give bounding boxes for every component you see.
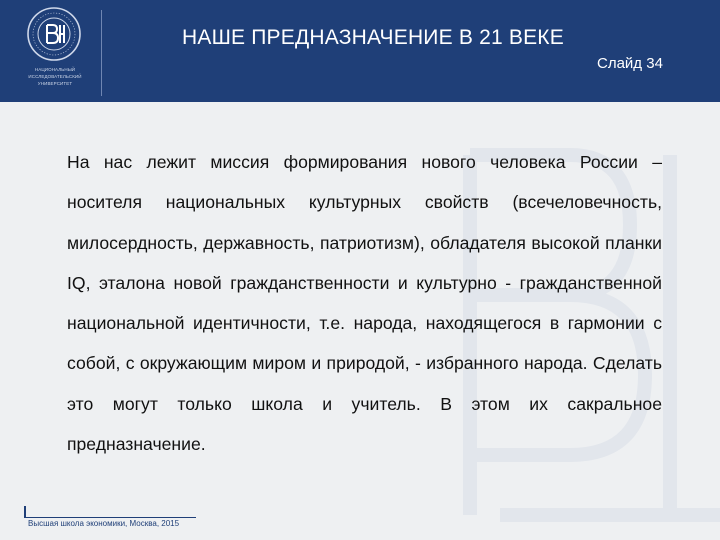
header-bar [0, 0, 720, 102]
footer-line [24, 517, 196, 518]
logo-caption-line2: УНИВЕРСИТЕТ [37, 81, 73, 86]
logo-caption-line1: НАЦИОНАЛЬНЫЙ ИССЛЕДОВАТЕЛЬСКИЙ [28, 67, 82, 79]
hse-emblem-icon [26, 6, 82, 62]
hse-logo [10, 6, 100, 96]
mission-paragraph: На нас лежит миссия формирования нового человека России – носителя национальных культурных свойств (всечеловечность, милосердность, державность, патриотизм), обладателя высокой планки IQ, эталона новой гражданственности и культурно - гражданственной национальной идентичности, т.е. народа, находящегося в гармонии с собой, с окружающим миром и природой, - избранного народа. Сделать это могут только школа и учитель. В этом их сакральное предназначение. [67, 152, 662, 455]
header-divider [101, 10, 102, 96]
footer-text: Высшая школа экономики, Москва, 2015 [28, 519, 180, 528]
logo-caption [10, 66, 100, 87]
slide-title: НАШЕ ПРЕДНАЗНАЧЕНИЕ В 21 ВЕКЕ [182, 26, 564, 49]
slide-number: Слайд 34 [597, 55, 663, 72]
